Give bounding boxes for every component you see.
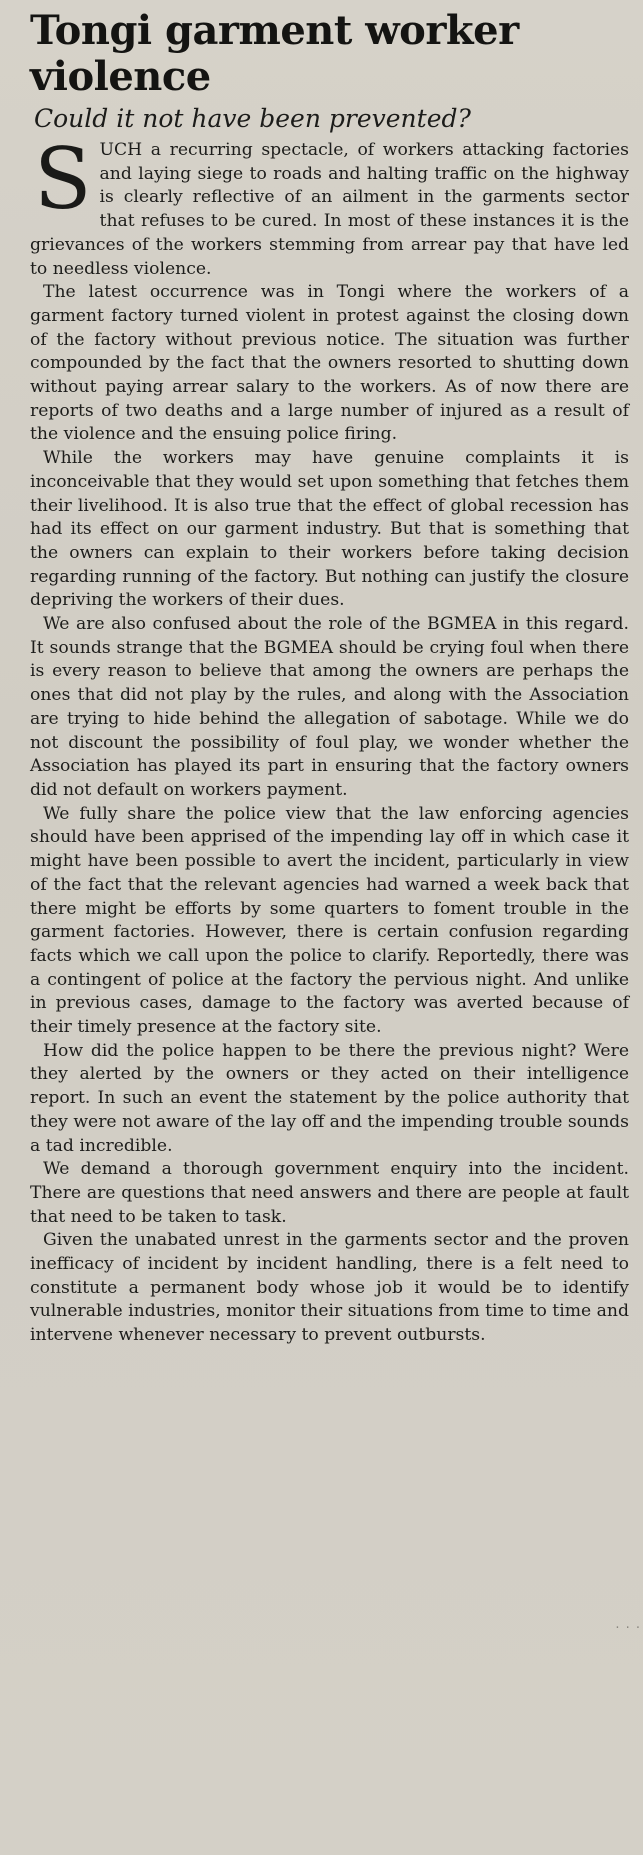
- paragraph-8: Given the unabated unrest in the garments sector and the proven inefficacy of incident by incident handling, there is a felt need to constitute a permanent body whose job it would be to identify vulnerable industries, monitor their situations from time to time and intervene whenever necessary to prevent outbursts.: [30, 1230, 629, 1346]
- headline: Tongi garment worker violence: [30, 7, 519, 100]
- paragraph-2: The latest occurrence was in Tongi where the workers of a garment factory turned violent in protest against the closing down of the factory without previous notice. The situation was further compounded by the fact that the owners resorted to shutting down without paying arrear salary to the workers. As of now there are reports of two deaths and a large number of injured as a result of the violence and the ensuing police firing.: [30, 282, 629, 445]
- margin-mark: · · ·: [615, 1621, 641, 1636]
- subheadline: Could it not have been prevented?: [34, 104, 471, 133]
- paragraph-1: [30, 130, 629, 281]
- paragraph-3: While the workers may have genuine complaints it is inconceivable that they would set upon something that fetches them their livelihood. It is also true that the effect of global recession has had its effect on our garment industry. But that is something that the owners can explain to their workers before taking decision regarding running of the factory. But nothing can justify the closure depriving the workers of their dues.: [30, 448, 629, 611]
- drop-cap: S: [34, 130, 92, 228]
- paragraph-1-text: UCH a recurring spectacle, of workers attacking factories and laying siege to roads and halting traffic on the highway is clearly reflective of an ailment in the garments sector that refuses to be cured. In most of these instances it is the grievances of the workers stemming from arrear pay that have led to needless violence.: [30, 140, 629, 279]
- article-body: [30, 130, 629, 1348]
- paragraph-7: We demand a thorough government enquiry into the incident. There are questions that need answers and there are people at fault that need to be taken to task.: [30, 1159, 629, 1227]
- paragraph-6: How did the police happen to be there the previous night? Were they alerted by the owners or they acted on their intelligence report. In such an event the statement by the police authority that they were not aware of the lay off and the impending trouble sounds a tad incredible.: [30, 1040, 629, 1156]
- paragraph-5: We fully share the police view that the law enforcing agencies should have been apprised of the impending lay off in which case it might have been possible to avert the incident, particularly in view of the fact that the relevant agencies had warned a week back that there might be efforts by some quarters to foment trouble in the garment factories. However, there is certain confusion regarding facts which we call upon the police to clarify. Reportedly, there was a contingent of police at the factory the pervious night. And unlike in previous cases, damage to the factory was averted because of their timely presence at the factory site.: [30, 803, 629, 1038]
- paragraph-4: We are also confused about the role of the BGMEA in this regard. It sounds strange that the BGMEA should be crying foul when there is every reason to believe that among the owners are perhaps the ones that did not play by the rules, and along with the Association are trying to hide behind the allegation of sabotage. While we do not discount the possibility of foul play, we wonder whether the Association has played its part in ensuring that the factory owners did not default on workers payment.: [30, 614, 629, 800]
